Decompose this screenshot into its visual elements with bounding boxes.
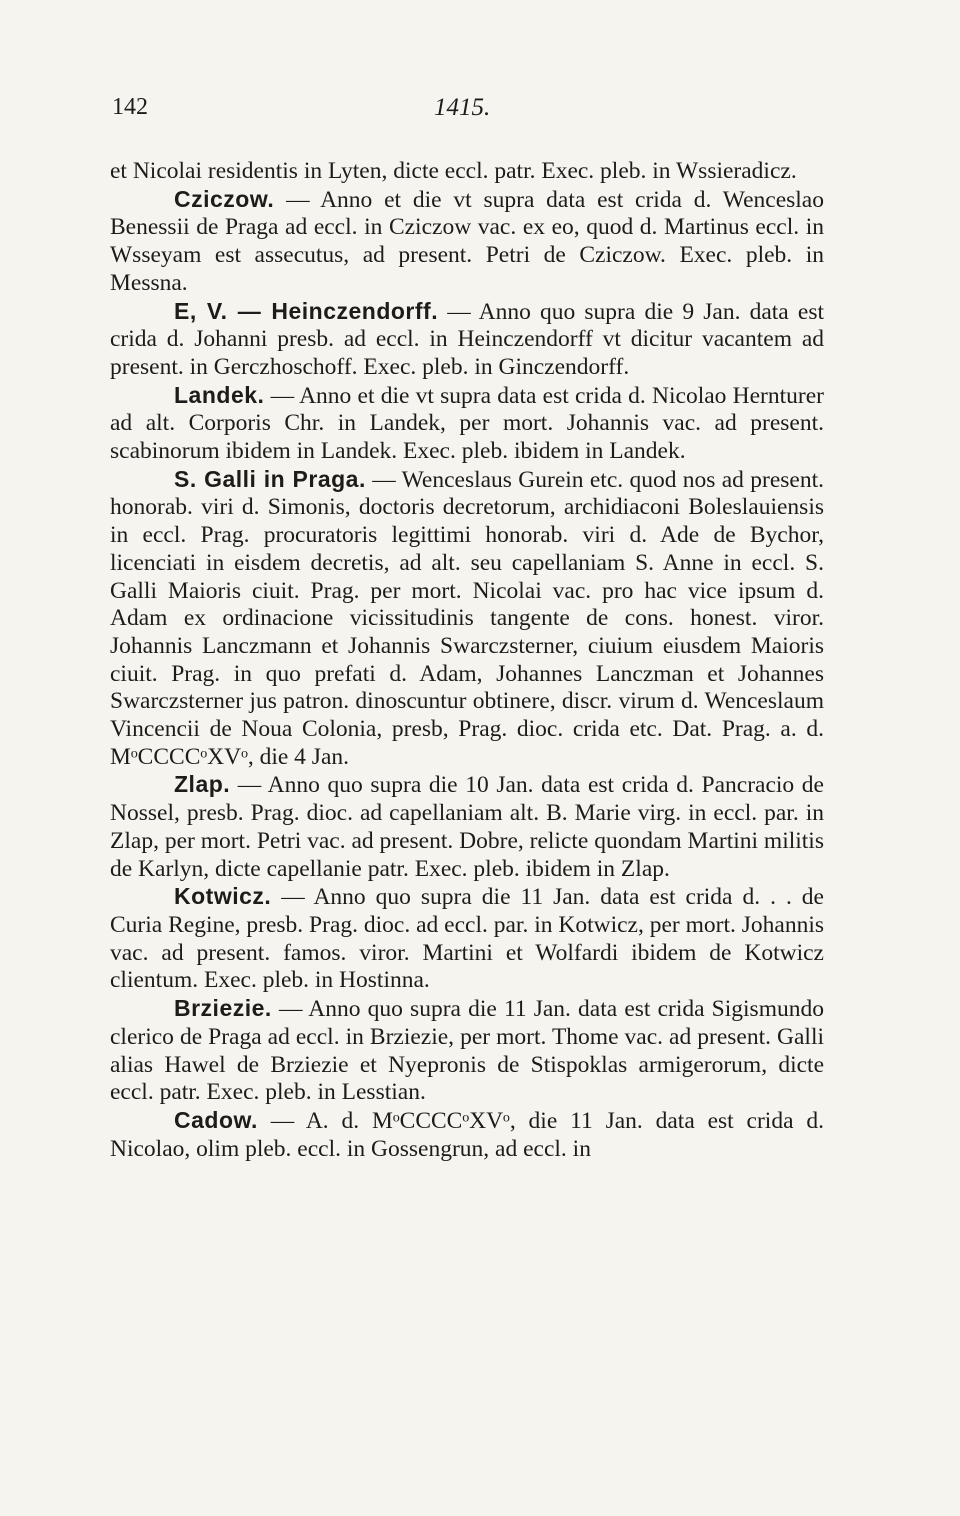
entry-kotwicz	[110, 883, 824, 995]
entry-place-heading: Zlap.	[174, 771, 231, 798]
entry-cziczow	[110, 186, 824, 298]
entry-place-heading: Brziezie.	[174, 995, 272, 1022]
body-text	[110, 158, 824, 1163]
entry-zlap	[110, 771, 824, 883]
entry-continuation	[110, 158, 824, 186]
entry-text: — A. d. MᵒCCCCᵒXVᵒ, die 11 Jan. data est crida d. Nicolao, olim pleb. eccl. in Gossengrun, ad eccl. in	[110, 1107, 824, 1162]
page-header	[112, 94, 824, 130]
entry-place-heading: S. Galli in Praga.	[174, 465, 366, 492]
entry-text: — Anno et die vt supra data est crida d. Wenceslao Benessii de Praga ad eccl. in Cziczow vac. ex eo, quod d. Martinus eccl. in Wsseyam est assecutus, ad present. Petri de Cziczow. Exec. pleb. in Messna.	[110, 186, 824, 296]
entry-cadow	[110, 1107, 824, 1163]
entry-landek	[110, 382, 824, 466]
entry-text: — Wenceslaus Gurein etc. quod nos ad present. honorab. viri d. Simonis, doctoris decretorum, archidiaconi Boleslauiensis in eccl. Prag. procuratoris legittimi honorab. viri d. Ade de Bychor, licenciati in eisdem decretis, ad alt. seu capellaniam S. Anne in eccl. S. Galli Maioris ciuit. Prag. per mort. Nicolai vac. pro hac vice ipsum d. Adam ex ordinacione vicissitudinis tangente de cons. honest. viror. Johannis Lanczmann et Johannis Swarczsterner, ciuium eiusdem Maioris ciuit. Prag. in quo prefati d. Adam, Johannes Lanczman et Johannes Swarczsterner jus patron. dinoscuntur obtinere, discr. virum d. Wenceslaum Vincencii de Noua Colonia, presb, Prag. dioc. crida etc. Dat. Prag. a. d. MᵒCCCCᵒXVᵒ, die 4 Jan.	[110, 466, 824, 770]
entry-text: — Anno quo supra die 11 Jan. data est crida Sigismundo clerico de Praga ad eccl. in Brziezie, per mort. Thome vac. ad present. Galli alias Hawel de Brziezie et Nyepronis de Stispoklas armigerorum, dicte eccl. patr. Exec. pleb. in Lesstian.	[110, 996, 824, 1106]
entry-place-heading: Cadow.	[174, 1106, 258, 1133]
entry-place-heading: E, V. — Heinczendorff.	[174, 297, 439, 324]
entry-text: — Anno quo supra die 10 Jan. data est crida d. Pancracio de Nossel, presb. Prag. dioc. ad capellaniam alt. B. Marie virg. in eccl. par. in Zlap, per mort. Petri vac. ad present. Dobre, relicte quondam Martini militis de Karlyn, dicte capellanie patr. Exec. pleb. ibidem in Zlap.	[110, 772, 824, 882]
entry-text: — Anno quo supra die 11 Jan. data est crida d. . . de Curia Regine, presb. Prag. dioc. ad eccl. par. in Kotwicz, per mort. Johannis vac. ad present. famos. viror. Martini et Wolfardi ibidem de Kotwicz clientum. Exec. pleb. in Hostinna.	[110, 884, 824, 994]
entry-text: — Anno et die vt supra data est crida d. Nicolao Hernturer ad alt. Corporis Chr. in Landek, per mort. Johannis vac. ad present. scabinorum ibidem in Landek. Exec. pleb. ibidem in Landek.	[110, 382, 824, 465]
entry-s-galli	[110, 466, 824, 772]
entry-text: — Anno quo supra die 9 Jan. data est crida d. Johanni presb. ad eccl. in Heinczendorff vt dicitur vacantem ad present. in Gerczhoschoff. Exec. pleb. in Ginczendorff.	[110, 298, 824, 380]
entry-text: et Nicolai residentis in Lyten, dicte eccl. patr. Exec. pleb. in Wssieradicz.	[110, 158, 797, 184]
entry-heinczendorff	[110, 298, 824, 382]
entry-place-heading: Landek.	[174, 381, 265, 408]
entry-brziezie	[110, 995, 824, 1107]
running-head-year: 1415.	[434, 94, 491, 121]
page-number: 142	[112, 94, 148, 120]
entry-place-heading: Cziczow.	[174, 185, 275, 212]
entry-place-heading: Kotwicz.	[174, 883, 272, 910]
